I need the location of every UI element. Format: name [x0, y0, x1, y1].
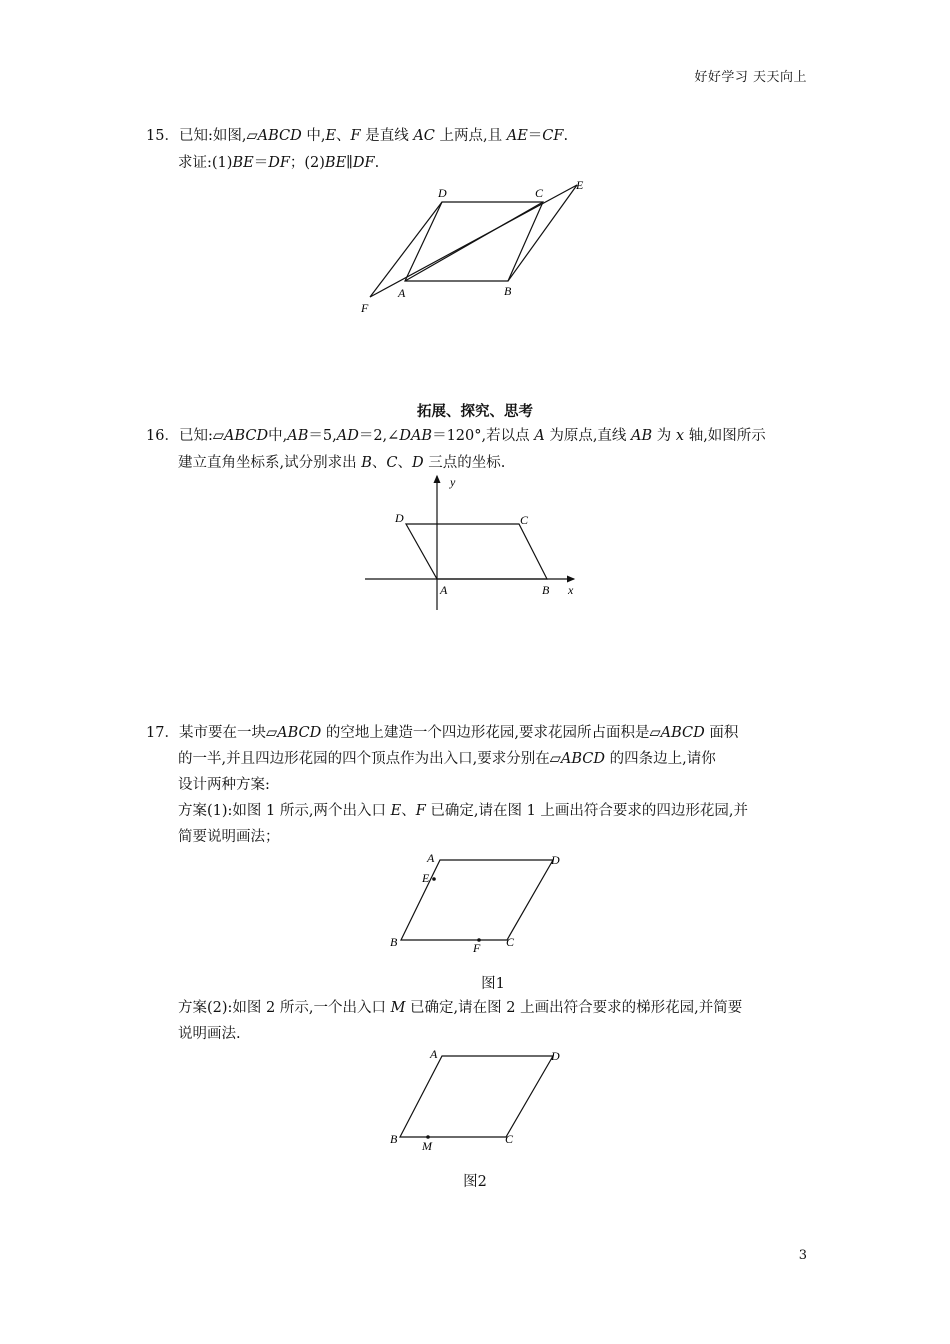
parallelogram-symbol: ▱	[246, 128, 258, 144]
q17-line5: 简要说明画法；	[178, 829, 280, 845]
segment-fd	[370, 202, 442, 297]
parallelogram-abcd	[400, 1056, 553, 1137]
label-b: B	[390, 935, 398, 949]
label-c: C	[520, 513, 529, 527]
figure-1-caption: 图1	[481, 976, 505, 992]
label-d: D	[551, 1049, 560, 1063]
label-f: F	[473, 941, 481, 955]
label-c: C	[505, 1132, 514, 1146]
parallelogram-symbol: ▱	[649, 725, 661, 741]
q15-line1: 15．已知:如图,▱ABCD 中,E、F 是直线 AC 上两点,且 AE＝CF.	[146, 128, 569, 144]
q16-number: 16．	[146, 428, 179, 444]
parallelogram-symbol: ▱	[265, 725, 278, 741]
label-e: E	[422, 871, 430, 885]
diagonal-ac	[405, 202, 543, 281]
section-title: 拓展、探究、思考	[417, 403, 533, 420]
label-b: B	[390, 1132, 398, 1146]
q17-line6: 方案(2):如图 2 所示,一个出入口 M 已确定,请在图 2 上画出符合要求的梯形花园,并简要	[178, 1000, 743, 1016]
q17-line3: 设计两种方案:	[178, 777, 270, 793]
page-header: 好好学习 天天向上	[694, 70, 807, 85]
label-m: M	[422, 1139, 432, 1153]
label-b: B	[542, 583, 550, 597]
q16-line2: 建立直角坐标系,试分别求出 B、C、D 三点的坐标.	[178, 455, 506, 471]
q15-line2: 求证:(1)BE＝DF；(2)BE∥DF.	[178, 155, 380, 171]
label-a: A	[430, 1047, 438, 1061]
label-d: D	[438, 186, 447, 200]
label-d: D	[551, 853, 560, 867]
q17-line7: 说明画法.	[178, 1026, 241, 1042]
figure-2-caption: 图2	[463, 1174, 487, 1190]
q17-number: 17．	[146, 725, 179, 741]
label-a: A	[398, 286, 406, 300]
point-e	[432, 877, 436, 881]
q15-number: 15．	[146, 128, 179, 144]
label-b: B	[504, 284, 512, 298]
q17-line4: 方案(1):如图 1 所示,两个出入口 E、F 已确定,请在图 1 上画出符合要求的四边形花园,并	[178, 803, 749, 819]
label-a: A	[427, 851, 435, 865]
parallelogram-abcd	[406, 524, 547, 579]
q16-figure	[360, 470, 590, 615]
q17-line1: 17．某市要在一块▱ABCD 的空地上建造一个四边形花园,要求花园所占面积是▱ABCD 面积	[146, 725, 739, 741]
label-y: y	[450, 475, 456, 489]
page-number: 3	[798, 1248, 807, 1263]
parallelogram-symbol: ▱	[549, 751, 561, 767]
q17-line2: 的一半,并且四边形花园的四个顶点作为出入口,要求分别在▱ABCD 的四条边上,请你	[178, 751, 716, 767]
q16-line1: 16．已知:▱ABCD中,AB＝5,AD＝2,∠DAB＝120°,若以点 A 为原点,直线 AB 为 x 轴,如图所示	[146, 428, 766, 444]
label-x: x	[568, 583, 574, 597]
q17-figure-1	[385, 848, 575, 958]
label-f: F	[361, 301, 369, 315]
q17-figure-2	[385, 1044, 575, 1154]
label-e: E	[576, 178, 584, 192]
q15-figure	[350, 175, 600, 320]
label-d: D	[395, 511, 404, 525]
label-c: C	[506, 935, 515, 949]
parallelogram-symbol: ▱	[212, 428, 224, 444]
label-c: C	[535, 186, 544, 200]
label-a: A	[440, 583, 448, 597]
